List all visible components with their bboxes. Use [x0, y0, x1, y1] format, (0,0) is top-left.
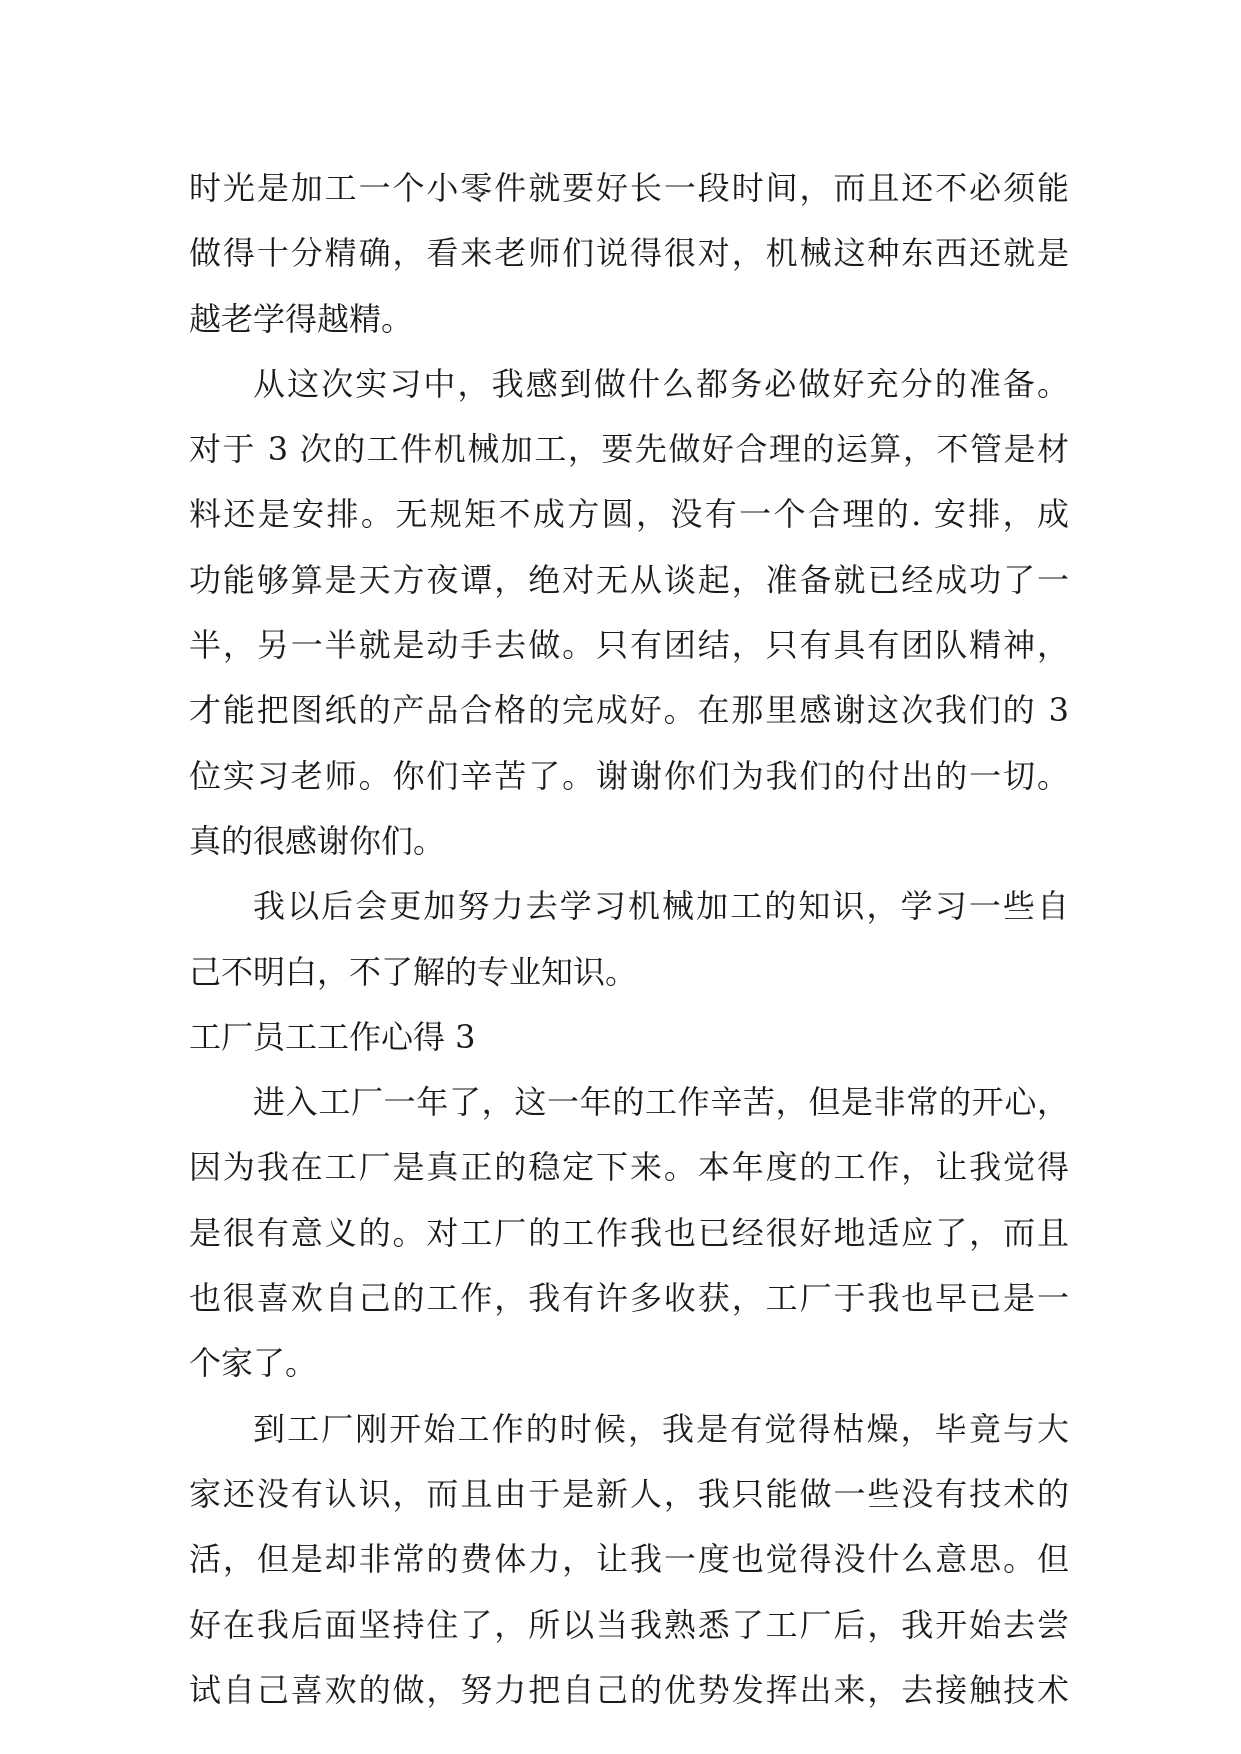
text-line: 越老学得越精。 — [189, 299, 414, 338]
section-heading: 工厂员工工作心得 3 — [189, 1017, 476, 1056]
document-body — [189, 156, 1069, 1723]
text-line: 对于 3 次的工件机械加工，要先做好合理的运算，不管是材 — [189, 430, 1069, 469]
text-line: 从这次实习中，我感到做什么都务必做好充分的准备。 — [253, 364, 1069, 403]
text-line: 我以后会更加努力去学习机械加工的知识，学习一些自 — [253, 887, 1069, 926]
text-line: 是很有意义的。对工厂的工作我也已经很好地适应了，而且 — [189, 1213, 1069, 1252]
text-line: 个家了。 — [189, 1344, 318, 1383]
text-line: 进入工厂一年了，这一年的工作辛苦，但是非常的开心， — [253, 1083, 1069, 1122]
text-line: 半，另一半就是动手去做。只有团结，只有具有团队精神， — [189, 626, 1069, 665]
text-line: 试自己喜欢的做，努力把自己的优势发挥出来，去接触技术 — [189, 1670, 1069, 1709]
text-line: 时光是加工一个小零件就要好长一段时间，而且还不必须能 — [189, 169, 1069, 207]
text-line: 活，但是却非常的费体力，让我一度也觉得没什么意思。但 — [189, 1540, 1069, 1579]
text-line: 好在我后面坚持住了，所以当我熟悉了工厂后，我开始去尝 — [189, 1605, 1069, 1644]
text-line: 功能够算是天方夜谭，绝对无从谈起，准备就已经成功了一 — [189, 560, 1069, 599]
text-line: 才能把图纸的产品合格的完成好。在那里感谢这次我们的 3 — [189, 691, 1069, 730]
text-line: 己不明白，不了解的专业知识。 — [189, 952, 638, 991]
text-line: 位实习老师。你们辛苦了。谢谢你们为我们的付出的一切。 — [189, 756, 1069, 795]
text-line: 料还是安排。无规矩不成方圆，没有一个合理的. 安排，成 — [189, 495, 1069, 534]
text-line: 做得十分精确，看来老师们说得很对，机械这种东西还就是 — [189, 234, 1069, 273]
text-line: 真的很感谢你们。 — [189, 821, 446, 860]
text-line: 因为我在工厂是真正的稳定下来。本年度的工作，让我觉得 — [189, 1148, 1069, 1187]
text-line: 也很喜欢自己的工作，我有许多收获，工厂于我也早已是一 — [189, 1279, 1069, 1318]
text-line: 家还没有认识，而且由于是新人，我只能做一些没有技术的 — [189, 1474, 1069, 1513]
text-line: 到工厂刚开始工作的时候，我是有觉得枯燥，毕竟与大 — [253, 1409, 1069, 1448]
